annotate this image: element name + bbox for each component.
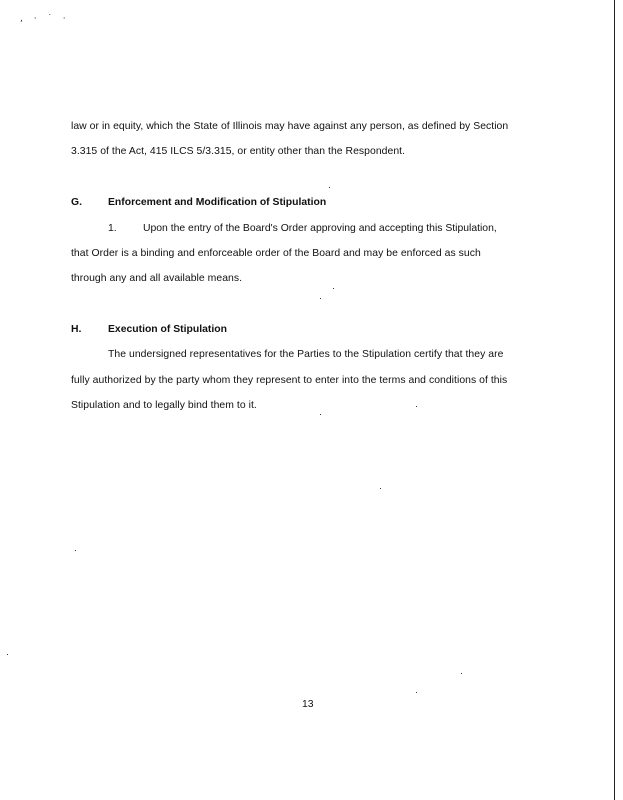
scan-speck	[320, 414, 321, 415]
section-h-paragraph-line-3: Stipulation and to legally bind them to it.	[71, 400, 257, 411]
section-h-title: Execution of Stipulation	[108, 324, 227, 335]
section-g-paragraph-line-2: that Order is a binding and enforceable order of the Board and may be enforced as such	[71, 248, 481, 259]
scan-speck	[416, 406, 417, 407]
continuation-line-2: 3.315 of the Act, 415 ILCS 5/3.315, or entity other than the Respondent.	[71, 146, 406, 157]
scan-speck	[461, 673, 462, 674]
section-g-paragraph-number: 1.	[108, 223, 117, 234]
scan-speck	[75, 550, 76, 551]
section-g-paragraph-line-3: through any and all available means.	[71, 273, 243, 284]
scan-speck	[320, 298, 321, 299]
scan-speck	[329, 187, 330, 188]
section-h-paragraph-line-2: fully authorized by the party whom they represent to enter into the terms and conditions of this	[71, 375, 508, 386]
section-h-letter: H.	[71, 324, 82, 335]
scan-artifact-marks: , · ˙ ·	[20, 14, 70, 24]
scan-speck	[7, 654, 8, 655]
page-number: 13	[302, 699, 314, 710]
scan-edge-line	[614, 0, 615, 800]
section-g-letter: G.	[71, 197, 82, 208]
section-g-title: Enforcement and Modification of Stipulation	[108, 197, 327, 208]
scan-speck	[416, 692, 417, 693]
continuation-line-1: law or in equity, which the State of Illinois may have against any person, as defined by Section	[71, 121, 509, 132]
scan-speck	[380, 488, 381, 489]
section-g-paragraph-first-line: Upon the entry of the Board's Order approving and accepting this Stipulation,	[143, 223, 497, 234]
section-h-paragraph-first-line: The undersigned representatives for the Parties to the Stipulation certify that they are	[108, 349, 504, 360]
scan-speck	[333, 288, 334, 289]
